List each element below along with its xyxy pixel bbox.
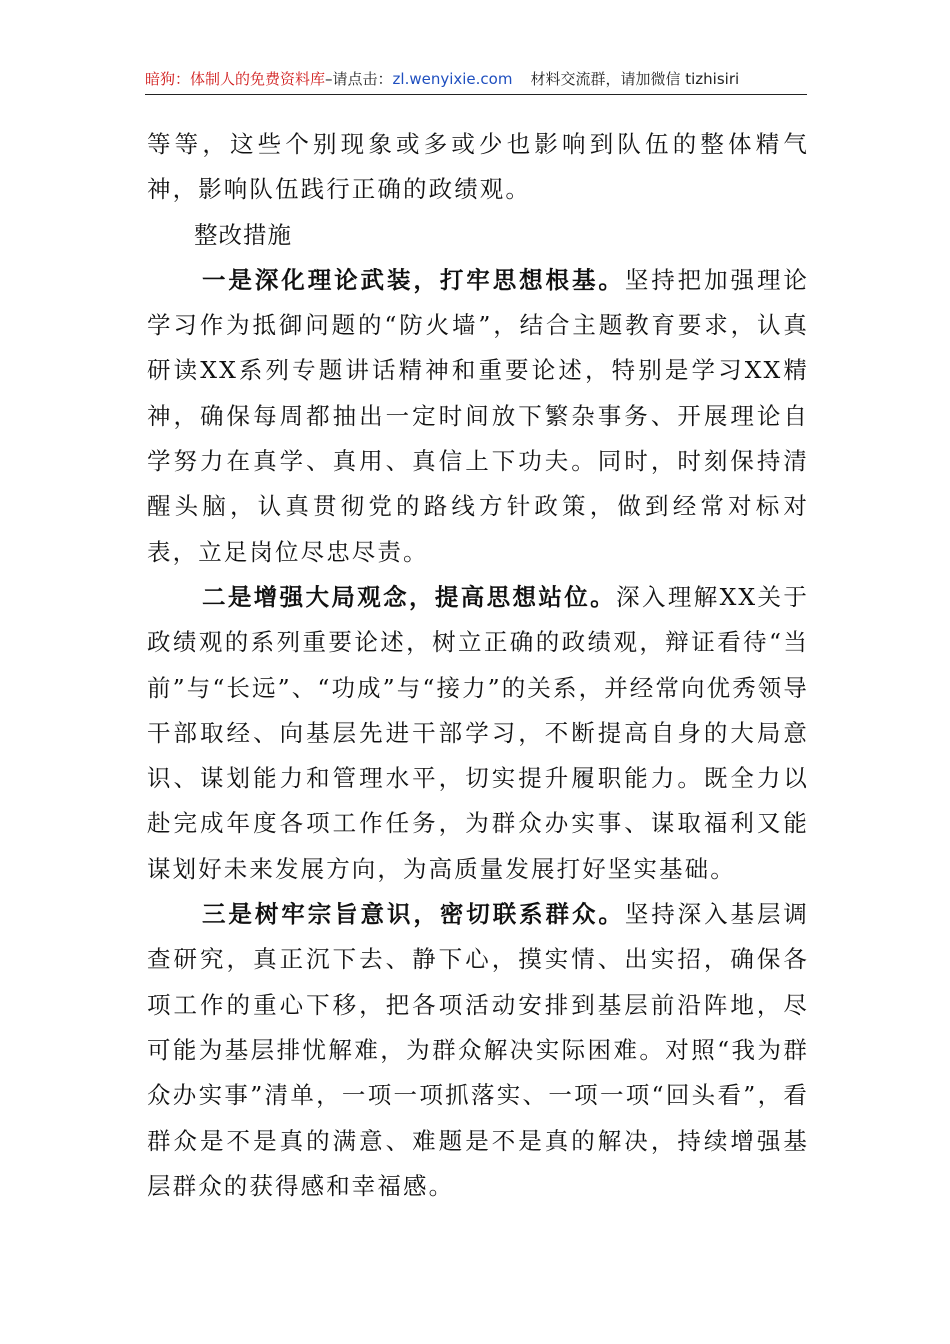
intro-paragraph: 等等，这些个别现象或多或少也影响到队伍的整体精气神，影响队伍践行正确的政绩观。: [147, 130, 809, 204]
measure-3-lead: 三是树牢宗旨意识，密切联系群众。: [202, 900, 625, 929]
header-click-prompt: –请点击：: [325, 70, 393, 88]
header-brand: 暗狗：体制人的免费资料库: [145, 70, 326, 88]
measure-paragraph-3: [147, 892, 809, 1209]
measure-1-text: 坚持把加强理论学习作为抵御问题的“防火墙”，结合主题教育要求，认真研读XX系列专题讲话精神和重要论述，特别是学习XX精神，确保每周都抽出一定时间放下繁杂事务、开展理论自学努力在真学、真用、真信上下功夫。同时，时刻保持清醒头脑，认真贯彻党的路线方针政策，做到经常对标对表，立足岗位尽忠尽责。: [147, 265, 809, 566]
header-url-link[interactable]: zl.wenyixie.com: [392, 70, 513, 88]
header-wechat-note: 材料交流群，请加微信 tizhisiri: [530, 70, 740, 88]
measure-3-text: 坚持深入基层调查研究，真正沉下去、静下心，摸实情、出实招，确保各项工作的重心下移，把各项活动安排到基层前沿阵地，尽可能为基层排忧解难，为群众解决实际困难。对照“我为群众办实事”清单，一项一项抓落实、一项一项“回头看”，看群众是不是真的满意、难题是不是真的解决，持续增强基层群众的获得感和幸福感。: [147, 900, 809, 1200]
measure-2-lead: 二是增强大局观念，提高思想站位。: [202, 582, 617, 611]
measure-1-lead: 一是深化理论武装，打牢思想根基。: [202, 265, 625, 294]
section-heading: 整改措施: [194, 220, 292, 249]
document-body: [147, 122, 809, 1209]
measure-2-text: 深入理解XX关于政绩观的系列重要论述，树立正确的政绩观，辩证看待“当前”与“长远”、“功成”与“接力”的关系，并经常向优秀领导干部取经、向基层先进干部学习，不断提高自身的大局意识、谋划能力和管理水平，切实提升履职能力。既全力以赴完成年度各项工作任务，为群众办实事、谋取福利又能谋划好未来发展方向，为高质量发展打好坚实基础。: [147, 582, 809, 883]
measure-paragraph-1: [147, 258, 809, 575]
page-header: [145, 66, 807, 95]
measure-paragraph-2: [147, 575, 809, 892]
